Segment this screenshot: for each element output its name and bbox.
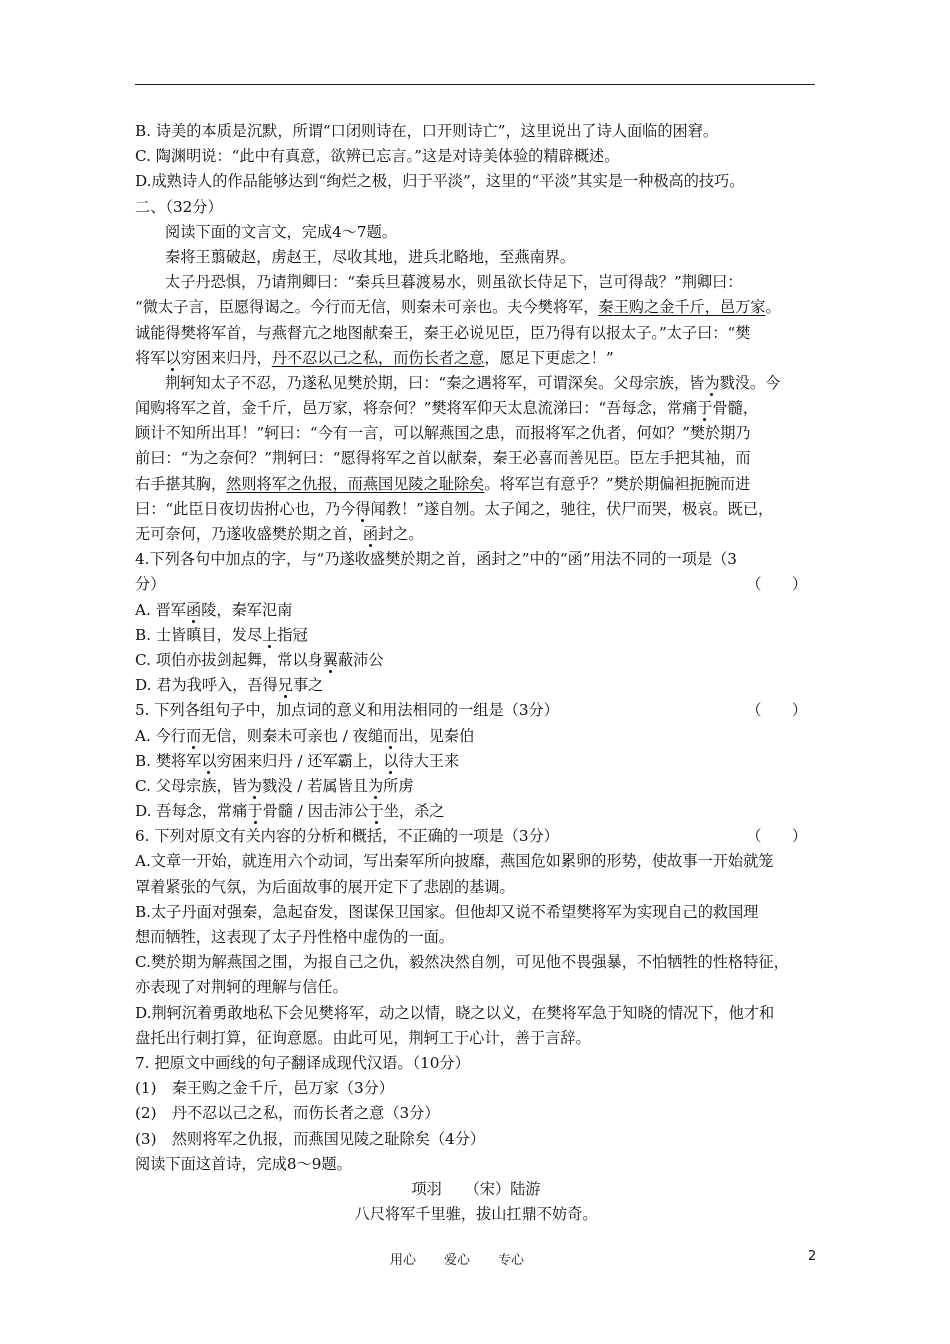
dotted-char: 以 [383, 751, 399, 770]
question-5-option-d: D. 吾每念，常痛于骨髓 / 因击沛公于坐，杀之 [135, 802, 445, 821]
answer-blank: （ ） [746, 701, 807, 720]
passage-para-2-line-3: 诚能得樊将军首，与燕督亢之地图献秦王，秦王必说见臣，臣乃得有以报太子。”太子曰：“樊 [135, 323, 751, 342]
reading-instruction: 阅读下面的文言文，完成4～7题。 [165, 222, 397, 241]
poem-title: 项羽 （宋）陆游 [411, 1179, 541, 1198]
page-number: 2 [808, 1249, 817, 1264]
dotted-char: 于 [247, 802, 263, 821]
dotted-char: 翼 [322, 650, 338, 669]
passage-para-3-line-4: 前曰：“为之奈何？”荆轲曰：“愿得将军之首以献秦，秦王必喜而善见臣。臣左手把其袖，而 [135, 449, 751, 468]
question-6-option-d-line-2: 盘托出行刺打算，征询意愿。由此可见，荆轲工于心计，善于言辞。 [135, 1028, 591, 1047]
dotted-char: 为 [246, 776, 263, 795]
header-rule [135, 84, 815, 85]
question-4-stem-cont: 分） （ ） [135, 572, 817, 597]
underlined-sentence-1: 秦王购之金千斤，邑万家 [598, 298, 766, 317]
passage-para-3-line-1: 荆轲知太子不忍，乃遂私见樊於期，曰：“秦之遇将军，可谓深矣。父母宗族，皆为戮没。今 [165, 373, 781, 392]
option-b-q3: B. 诗美的本质是沉默，所谓“口闭则诗在，口开则诗亡”，这里说出了诗人面临的困窘。 [135, 122, 719, 140]
answer-blank: （ ） [746, 827, 807, 846]
passage-para-1: 秦将王翦破赵，虏赵王，尽收其地，进兵北略地，至燕南界。 [165, 247, 576, 266]
dotted-char: 于 [368, 802, 384, 821]
passage-para-3-line-6: 曰：“此臣日夜切齿拊心也，乃今得闻教！”遂自刎。太子闻之，驰往，伏尸而哭，极哀。既已， [135, 499, 774, 518]
question-4-option-b: B. 士皆瞋目，发尽上指冠 [135, 625, 308, 644]
dotted-char: 而 [383, 726, 399, 745]
question-6-option-b-line-2: 想而牺牲，这表现了太子丹性格中虚伪的一面。 [135, 928, 454, 946]
dotted-char: 而 [186, 726, 202, 745]
dotted-char: 以 [201, 751, 217, 770]
section-two-heading: 二、（32分） [135, 197, 223, 216]
dotted-char: 得 [355, 499, 371, 518]
dotted-char: 兄 [277, 676, 293, 695]
passage-para-3-line-3: 顾计不知所出耳！”轲曰：“今有一言，可以解燕国之患，而报将军之仇者，何如？”樊於期乃 [135, 424, 751, 443]
dotted-char: 函 [362, 525, 378, 543]
question-6-option-a-line-1: A.文章一开始，就连用六个动词，写出秦军所向披靡，燕国危如累卵的形势，使故事一开始就笼 [135, 852, 774, 871]
footer-motto: 用心 爱心 专心 [390, 1253, 525, 1268]
question-5-stem: 5. 下列各组句子中，加点词的意义和用法相同的一组是（3分） （ ） [135, 698, 817, 723]
question-5-option-c: C. 父母宗族，皆为戮没 / 若属皆且为所虏 [135, 776, 414, 795]
option-d-q3: D.成熟诗人的作品能够达到“绚烂之极，归于平淡”，这里的“平淡”其实是一种极高的技巧。 [135, 172, 745, 191]
dotted-char: 于 [697, 399, 713, 418]
passage-para-2-line-2: “微太子言，臣愿得谒之。今行而无信，则秦未可亲也。夫今樊将军，秦王购之金千斤，邑万家。 [135, 298, 781, 317]
question-4-option-c: C. 项伯亦拔剑起舞，常以身翼蔽沛公 [135, 650, 384, 669]
passage-para-2-line-1: 太子丹恐惧，乃请荆卿曰：“秦兵旦暮渡易水，则虽欲长侍足下，岂可得哉？”荆卿曰： [165, 273, 743, 292]
question-6-stem: 6. 下列对原文有关内容的分析和概括，不正确的一项是（3分） （ ） [135, 824, 817, 849]
passage-para-3-line-2: 闻购将军之首，金千斤，邑万家，将奈何？”樊将军仰天太息流涕曰：“吾每念，常痛于骨髓， [135, 399, 759, 418]
question-4-option-d: D. 君为我呼入，吾得兄事之 [135, 676, 324, 695]
question-6-option-c-line-2: 亦表现了对荆轲的理解与信任。 [135, 978, 348, 997]
question-5-option-b: B. 樊将军以穷困来归丹 / 还军霸上，以待大王来 [135, 751, 460, 770]
question-6-option-b-line-1: B.太子丹面对强秦，急起奋发，图谋保卫国家。但他却又说不希望樊将军为实现自己的救国理 [135, 902, 759, 921]
question-4-stem: 4.下列各句中加点的字，与“乃遂收盛樊於期之首，函封之”中的“函”用法不同的一项是（3 [135, 550, 737, 569]
question-7-item-3: (3) 然则将军之仇报，而燕国见陵之耻除矣（4分） [135, 1129, 486, 1148]
underlined-sentence-2: 丹不忍以己之私，而伤长者之意 [271, 348, 485, 367]
poem-instruction: 阅读下面这首诗，完成8～9题。 [135, 1154, 352, 1173]
dotted-char: 为 [704, 373, 720, 392]
question-4-option-a: A. 晋军函陵，秦军氾南 [135, 600, 293, 619]
passage-para-3-line-7: 无可奈何，乃遂收盛樊於期之首，函封之。 [135, 525, 424, 543]
question-5-option-a: A. 今行而无信，则秦未可亲也 / 夜缒而出，见秦伯 [135, 726, 475, 745]
underlined-sentence-3: 然则将军之仇报，而燕国见陵之耻除矣 [226, 474, 485, 493]
question-6-option-d-line-1: D.荆轲沉着勇敢地私下会见樊将军，动之以情，晓之以义，在樊将军急于知晓的情况下，他才和 [135, 1003, 775, 1022]
question-7-stem: 7. 把原文中画线的句子翻译成现代汉语。（10分） [135, 1053, 470, 1072]
answer-blank: （ ） [746, 575, 807, 594]
dotted-char: 为 [367, 776, 384, 795]
dotted-char: 以 [165, 348, 181, 367]
question-6-option-a-line-2: 罩着紧张的气氛，为后面故事的展开定下了悲剧的基调。 [135, 877, 515, 896]
question-7-item-1: (1) 秦王购之金千斤，邑万家（3分） [135, 1079, 394, 1098]
question-7-item-2: (2) 丹不忍以己之私，而伤长者之意（3分） [135, 1104, 440, 1123]
passage-para-2-line-4: 将军以穷困来归丹，丹不忍以己之私，而伤长者之意，愿足下更虑之！” [135, 348, 614, 367]
dotted-char: 函 [186, 600, 202, 619]
poem-line-1: 八尺将军千里骓，拔山扛鼎不妨奇。 [354, 1205, 598, 1224]
option-c-q3: C. 陶渊明说：“此中有真意，欲辨已忘言。”这是对诗美体验的精辟概述。 [135, 147, 620, 166]
dotted-char: 上 [262, 625, 278, 644]
document-body [135, 119, 817, 1227]
question-6-option-c-line-1: C.樊於期为解燕国之围，为报自己之仇，毅然决然自刎，可见他不畏强暴，不怕牺牲的性格特征， [135, 953, 789, 972]
passage-para-3-line-5: 右手揕其胸，然则将军之仇报，而燕国见陵之耻除矣。将军岂有意乎？”樊於期偏袒扼腕而进 [135, 474, 751, 493]
